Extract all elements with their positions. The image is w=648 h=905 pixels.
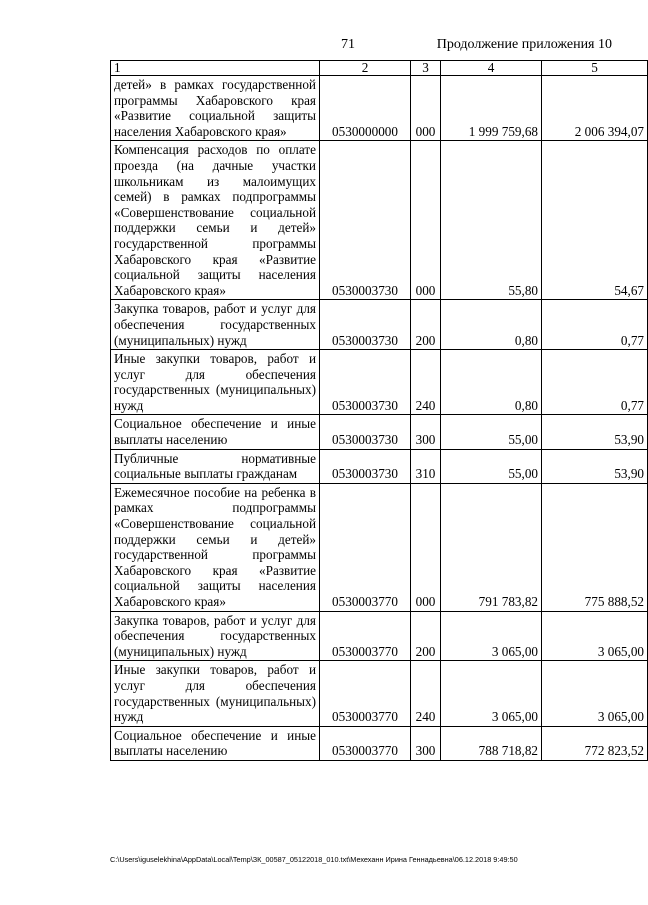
budget-table (110, 60, 648, 761)
target-article-code: 0530003730 (320, 449, 411, 483)
amount-col-4: 1 999 759,68 (441, 76, 542, 141)
table-row (111, 726, 648, 760)
column-header-4: 4 (441, 61, 542, 76)
row-name (111, 611, 320, 661)
row-name (111, 483, 320, 611)
row-name (111, 76, 320, 141)
row-name-text: Социальное обеспечение и иные выплаты населению (114, 727, 316, 759)
target-article-code: 0530003770 (320, 483, 411, 611)
target-article-code: 0530003730 (320, 415, 411, 449)
table-row (111, 141, 648, 300)
table-row (111, 415, 648, 449)
row-name (111, 449, 320, 483)
expense-type-code: 240 (411, 661, 441, 726)
target-article-code: 0530003730 (320, 141, 411, 300)
expense-type-code: 300 (411, 726, 441, 760)
row-name (111, 300, 320, 350)
expense-type-code: 000 (411, 141, 441, 300)
table-row (111, 300, 648, 350)
amount-col-4: 791 783,82 (441, 483, 542, 611)
amount-col-5: 54,67 (542, 141, 648, 300)
target-article-code: 0530003730 (320, 350, 411, 415)
row-name (111, 661, 320, 726)
row-name-text: Закупка товаров, работ и услуг для обеспечения государственных (муниципальных) нужд (114, 301, 316, 348)
row-name (111, 726, 320, 760)
amount-col-5: 53,90 (542, 415, 648, 449)
row-name-text: Иные закупки товаров, работ и услуг для обеспечения государственных (муниципальных) нужд (114, 351, 316, 413)
amount-col-4: 3 065,00 (441, 661, 542, 726)
row-name-text: Ежемесячное пособие на ребенка в рамках подпрограммы «Совершенствование социальной поддержки семьи и детей» государственной программы Хабаровского края «Развитие социальной защиты населения Хабаровского края» (114, 484, 316, 609)
expense-type-code: 200 (411, 611, 441, 661)
target-article-code: 0530003770 (320, 726, 411, 760)
row-name (111, 415, 320, 449)
row-name-text: Социальное обеспечение и иные выплаты населению (114, 416, 316, 448)
amount-col-4: 0,80 (441, 350, 542, 415)
amount-col-4: 55,00 (441, 449, 542, 483)
amount-col-4: 0,80 (441, 300, 542, 350)
file-path-footer: C:\Users\iguselekhina\AppData\Local\Temp\ЗК_00587_05122018_010.txt\Мехеханн Ирина Геннадьевна\06.12.2018 9:49:50 (110, 855, 518, 864)
row-name-text: Иные закупки товаров, работ и услуг для обеспечения государственных (муниципальных) нужд (114, 662, 316, 725)
amount-col-5: 0,77 (542, 300, 648, 350)
table-row (111, 661, 648, 726)
row-name (111, 141, 320, 300)
target-article-code: 0530003730 (320, 300, 411, 350)
row-name (111, 350, 320, 415)
row-name-text: Компенсация расходов по оплате проезда (на дачные участки школьникам из малоимущих семей) в рамках подпрограммы «Совершенствование социальной поддержки семьи и детей» государственной программы Хабаровского края «Развитие социальной защиты населения Хабаровского края» (114, 142, 316, 298)
column-header-1: 1 (111, 61, 320, 76)
row-name-text: Публичные нормативные социальные выплаты гражданам (114, 450, 316, 482)
row-name-text: Закупка товаров, работ и услуг для обеспечения государственных (муниципальных) нужд (114, 612, 316, 659)
expense-type-code: 200 (411, 300, 441, 350)
amount-col-4: 788 718,82 (441, 726, 542, 760)
amount-col-4: 3 065,00 (441, 611, 542, 661)
target-article-code: 0530003770 (320, 611, 411, 661)
amount-col-5: 53,90 (542, 449, 648, 483)
expense-type-code: 300 (411, 415, 441, 449)
expense-type-code: 000 (411, 483, 441, 611)
row-name-text: детей» в рамках государственной программы Хабаровского края «Развитие социальной защиты населения Хабаровского края» (114, 77, 316, 139)
amount-col-5: 2 006 394,07 (542, 76, 648, 141)
amount-col-5: 3 065,00 (542, 611, 648, 661)
amount-col-5: 0,77 (542, 350, 648, 415)
page-number: 71 (341, 37, 355, 52)
expense-type-code: 310 (411, 449, 441, 483)
table-row (111, 76, 648, 141)
expense-type-code: 240 (411, 350, 441, 415)
amount-col-5: 775 888,52 (542, 483, 648, 611)
expense-type-code: 000 (411, 76, 441, 141)
column-header-3: 3 (411, 61, 441, 76)
column-header-5: 5 (542, 61, 648, 76)
table-row (111, 611, 648, 661)
amount-col-5: 3 065,00 (542, 661, 648, 726)
column-number-row (111, 61, 648, 76)
amount-col-5: 772 823,52 (542, 726, 648, 760)
amount-col-4: 55,80 (441, 141, 542, 300)
target-article-code: 0530000000 (320, 76, 411, 141)
table-row (111, 483, 648, 611)
table-row (111, 350, 648, 415)
table-row (111, 449, 648, 483)
column-header-2: 2 (320, 61, 411, 76)
target-article-code: 0530003770 (320, 661, 411, 726)
amount-col-4: 55,00 (441, 415, 542, 449)
appendix-label: Продолжение приложения 10 (436, 37, 612, 52)
